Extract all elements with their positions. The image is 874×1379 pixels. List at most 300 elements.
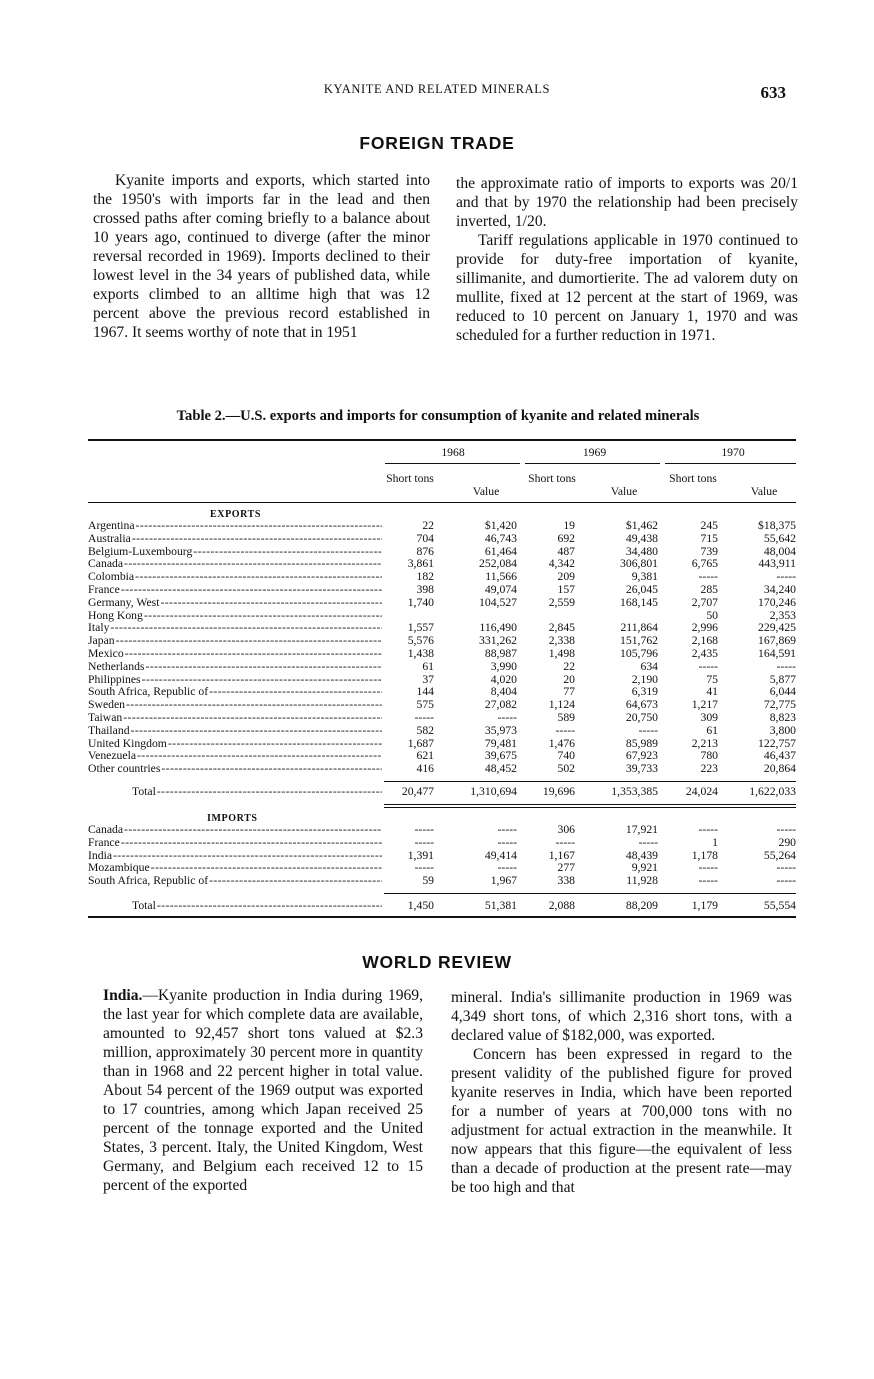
foreign-trade-heading: FOREIGN TRADE [359,133,515,153]
short-tons-cell: 2,559 [548,595,575,609]
short-tons-cell: 739 [700,544,718,558]
total-row [88,786,796,799]
leader-dots [131,725,382,737]
short-tons-cell: ----- [698,570,718,584]
country-name-text: France [88,836,120,849]
value-cell: 46,743 [484,531,517,545]
country-name [88,520,382,533]
value-cell: 164,591 [758,646,796,660]
short-tons-cell: 50 [706,608,718,622]
short-tons-cell: ----- [698,659,718,673]
value-cell: 3,800 [769,723,796,737]
leader-dots [116,635,382,647]
leader-dots [126,699,382,711]
short-tons-cell: 3,861 [407,557,434,571]
value-cell: 4,020 [490,672,517,686]
value-cell: $18,375 [758,519,796,532]
world-review-paragraph-1 [103,986,423,1195]
table-row [88,750,796,763]
value-cell: ----- [497,710,517,724]
short-tons-cell: 398 [416,582,434,596]
short-tons-cell: 1,179 [691,899,718,912]
world-review-paragraph-3: Concern has been expressed in regard to the present validity of the published figure for proved kyanite reserves in India, which have been reported for a number of years at 700,000 tons with no adjustment for actual extraction in the meanwhile. It now appears that this figure—the equivalent of less than a decade of production at the present rate—may be too high and that [451,1046,792,1196]
foreign-trade-right-column [456,174,798,345]
leader-dots [124,558,382,570]
country-name-text: France [88,583,120,596]
short-tons-cell: 20,477 [401,785,434,798]
value-cell: 49,414 [484,848,517,862]
country-name-text: Argentina [88,520,135,532]
country-name [88,622,382,635]
country-name [88,674,382,687]
value-cell: ----- [638,835,658,849]
table-row [88,686,796,699]
country-name [88,648,382,661]
country-name-text: Taiwan [88,711,123,724]
value-cell: 48,004 [763,544,796,558]
country-name-text: Colombia [88,571,135,584]
value-cell: 9,381 [631,570,658,584]
short-tons-cell: 1,687 [407,736,434,750]
total-label-text: Total [132,900,156,912]
value-cell: 3,990 [490,659,517,673]
short-tons-cell: 2,707 [691,595,718,609]
value-cell: 104,527 [479,595,517,609]
short-tons-cell: 75 [706,672,718,686]
value-cell: 34,480 [625,544,658,558]
country-name [88,661,382,674]
country-name [88,635,382,648]
short-tons-cell: 1,391 [407,848,434,862]
value-cell: 290 [778,835,796,849]
short-tons-cell: 2,168 [691,634,718,648]
value-cell: 306,801 [620,557,658,571]
value-cell: ----- [497,823,517,836]
short-tons-cell: ----- [414,861,434,875]
country-name-text: Hong Kong [88,609,143,622]
table-row [88,699,796,712]
leader-dots [135,571,382,583]
value-cell: ----- [497,861,517,875]
short-tons-cell: 1,557 [407,621,434,635]
value-cell: 64,673 [625,698,658,712]
table-row [88,648,796,661]
leader-dots [125,648,382,660]
value-cell: 35,973 [484,723,517,737]
value-cell: 252,084 [479,557,517,571]
value-cell: 55,554 [763,899,796,912]
value-cell: 229,425 [758,621,796,635]
country-name-text: Australia [88,532,131,545]
table-row [88,763,796,776]
value-cell: 48,439 [625,848,658,862]
country-name-text: Japan [88,635,115,648]
table-row [88,824,796,837]
leader-dots [123,712,382,724]
country-name [88,686,382,699]
country-name [88,824,382,837]
short-tons-cell: 61 [422,659,434,673]
country-name-text: Canada [88,558,124,571]
country-name [88,712,382,725]
short-tons-cell: 2,338 [548,634,575,648]
country-name-text: Other countries [88,763,161,776]
value-cell: 20,750 [625,710,658,724]
value-cell: 116,490 [479,621,517,635]
short-tons-cell: 22 [422,519,434,532]
value-cell: 2,353 [769,608,796,622]
exports-total-table [88,786,796,799]
table-row [88,850,796,863]
short-tons-cell: 416 [416,762,434,776]
short-tons-cell: 144 [416,685,434,699]
value-cell: ----- [497,835,517,849]
short-tons-cell: 285 [700,582,718,596]
leader-dots [132,533,382,545]
short-tons-cell: 2,088 [548,899,575,912]
year-rule-1969 [525,463,660,464]
value-cell: 26,045 [625,582,658,596]
foreign-trade-left-column [93,171,430,342]
short-tons-cell: 209 [557,570,575,584]
country-name [88,584,382,597]
value-cell: 20,864 [763,762,796,776]
value-cell: 11,928 [626,874,658,888]
short-tons-cell: 37 [422,672,434,686]
leader-dots [136,520,382,532]
foreign-trade-paragraph-2: the approximate ratio of imports to exports was 20/1 and that by 1970 the relationship had been precisely inverted, 1/20. [456,175,798,230]
value-cell: 170,246 [758,595,796,609]
short-tons-cell: 182 [416,570,434,584]
total-label [88,786,382,799]
short-tons-cell: 1,476 [548,736,575,750]
value-cell: 331,262 [479,634,517,648]
country-name-text: Belgium-Luxembourg [88,545,193,558]
table-row [88,837,796,850]
table-row [88,597,796,610]
short-tons-cell: ----- [555,835,575,849]
imports-group-label: IMPORTS [207,813,258,824]
value-cell: 6,044 [769,685,796,699]
year-header-1969: 1969 [582,446,607,459]
value-cell: 85,989 [625,736,658,750]
value-cell: 8,823 [769,710,796,724]
india-text: —Kyanite production in India during 1969, the last year for which complete data are available, amounted to 92,457 short tons valued at $2.3 million, approximately 30 percent more in quantity than in 1968 and 22 percent higher in total value. About 54 percent of the 1969 output was exported to 17 countries, among which Japan received 25 percent of the tonnage exported and the United States, 3 percent. Italy, the United Kingdom, West Germany, and Belgium each received 12 to 15 percent of the exported [103,987,423,1194]
short-tons-cell: 223 [700,762,718,776]
short-tons-cell: ----- [698,874,718,888]
leader-dots [113,850,382,862]
table-row [88,738,796,751]
leader-dots [168,738,382,750]
country-name-text: Germany, West [88,596,160,609]
country-name-text: South Africa, Republic of [88,686,209,699]
short-tons-cell: 1,167 [548,848,575,862]
foreign-trade-paragraph-3: Tariff regulations applicable in 1970 continued to provide for duty-free importation of kyanite, sillimanite, and dumortierite. The ad valorem duty on mullite, fixed at 12 percent at the start of 1969, was reduced to 10 percent on January 1, 1970 and was scheduled for a further reduction in 1971. [456,232,798,344]
short-tons-cell: 582 [416,723,434,737]
short-tons-cell: 876 [416,544,434,558]
table-row [88,622,796,635]
country-name [88,558,382,571]
short-tons-cell: 1,124 [548,698,575,712]
short-tons-cell: ----- [555,723,575,737]
value-cell: 168,145 [620,595,658,609]
short-tons-cell: ----- [698,823,718,836]
value-cell: 39,675 [484,749,517,763]
table-row [88,725,796,738]
value-cell: 48,452 [484,762,517,776]
table-row [88,661,796,674]
leader-dots [193,546,382,558]
country-name [88,571,382,584]
india-lead: India. [103,987,143,1004]
leader-dots [142,674,382,686]
short-tons-cell: 575 [416,698,434,712]
table-title: Table 2.—U.S. exports and imports for consumption of kyanite and related minerals [176,408,700,424]
value-cell: 79,481 [484,736,517,750]
short-tons-cell: 19 [563,519,575,532]
table-bottom-rule [88,916,796,918]
leader-dots [144,610,382,622]
world-review-left-column [103,986,423,1195]
value-cell: 11,566 [485,570,517,584]
table-row [88,571,796,584]
leader-dots [137,750,382,762]
short-tons-cell: 41 [706,685,718,699]
value-cell: 9,921 [631,861,658,875]
short-tons-cell: 77 [563,685,575,699]
table-row [88,610,796,623]
short-tons-cell: 309 [700,710,718,724]
short-tons-cell: 1 [712,835,718,849]
short-tons-cell: 692 [557,531,575,545]
short-tons-cell: 487 [557,544,575,558]
value-cell: 49,074 [484,582,517,596]
country-name-text: India [88,849,113,862]
table-row [88,862,796,875]
short-tons-cell: 306 [557,823,575,836]
value-cell: ----- [776,823,796,836]
short-tons-cell: 4,342 [548,557,575,571]
leader-dots [209,686,382,698]
short-tons-cell: 780 [700,749,718,763]
short-tons-cell: 1,498 [548,646,575,660]
table-row [88,712,796,725]
short-tons-cell: 2,435 [691,646,718,660]
country-name-text: Venezuela [88,750,137,763]
country-name-text: Canada [88,824,124,836]
country-name [88,610,382,623]
short-tons-cell: 19,696 [542,785,575,798]
col-short-tons-1969: Short tons [528,472,576,485]
short-tons-cell: 621 [416,749,434,763]
short-tons-cell: 2,213 [691,736,718,750]
country-name [88,875,382,888]
short-tons-cell: 157 [557,582,575,596]
value-cell: 39,733 [625,762,658,776]
short-tons-cell: ----- [414,710,434,724]
value-cell: 211,864 [620,621,658,635]
total-label-text: Total [132,786,156,798]
value-cell: $1,462 [625,519,658,532]
country-name [88,837,382,850]
leader-dots [121,584,382,596]
short-tons-cell: ----- [414,835,434,849]
exports-total-rule [384,781,796,782]
value-cell: 67,923 [625,749,658,763]
country-name-text: Mozambique [88,862,150,875]
value-cell: 6,319 [631,685,658,699]
table-row [88,520,796,533]
col-short-tons-1970: Short tons [669,472,717,485]
value-cell: 2,190 [631,672,658,686]
value-cell: 1,310,694 [470,785,517,798]
country-name-text: Thailand [88,724,130,737]
exports-table [88,520,796,776]
country-name-text: United Kingdom [88,737,167,750]
col-short-tons-1968: Short tons [386,472,434,485]
value-cell: 49,438 [625,531,658,545]
page-number: 633 [760,83,786,102]
value-cell: 55,642 [763,531,796,545]
value-cell: 634 [640,659,658,673]
country-name-text: Italy [88,622,110,635]
double-rule-1 [384,804,796,805]
value-cell: 1,622,033 [749,785,796,798]
value-cell: ----- [776,874,796,888]
leader-dots [157,786,382,798]
short-tons-cell: 2,996 [691,621,718,635]
value-cell: ----- [776,861,796,875]
short-tons-cell: 1,217 [691,698,718,712]
short-tons-cell: 1,740 [407,595,434,609]
table-row [88,584,796,597]
short-tons-cell: ----- [414,823,434,836]
world-review-right-column [451,988,792,1197]
table-top-rule [88,439,796,441]
value-cell: 17,921 [625,823,658,836]
short-tons-cell: 2,845 [548,621,575,635]
table-row [88,875,796,888]
short-tons-cell: ----- [698,861,718,875]
country-name [88,699,382,712]
country-name [88,738,382,751]
double-rule-2 [384,807,796,808]
leader-dots [121,837,382,849]
year-header-1968: 1968 [441,446,465,459]
short-tons-cell: 22 [563,659,575,673]
leader-dots [209,875,382,887]
total-label [88,900,382,913]
short-tons-cell: 1,178 [691,848,718,862]
short-tons-cell: 59 [422,874,434,888]
value-cell: 167,869 [758,634,796,648]
value-cell: 61,464 [484,544,517,558]
value-cell: 151,762 [620,634,658,648]
country-name-text: Netherlands [88,660,145,673]
leader-dots [157,900,382,912]
table-row [88,533,796,546]
table-row [88,558,796,571]
short-tons-cell: 5,576 [407,634,434,648]
imports-table [88,824,796,888]
running-head: KYANITE AND RELATED MINERALS [323,82,551,96]
value-cell: 72,775 [763,698,796,712]
short-tons-cell: 61 [706,723,718,737]
country-name-text: Philippines [88,673,141,686]
year-rule-1968 [385,463,520,464]
country-name-text: Mexico [88,647,124,660]
value-cell: 55,264 [763,848,796,862]
country-name-text: South Africa, Republic of [88,875,209,888]
value-cell: 46,437 [763,749,796,763]
country-name [88,850,382,863]
value-cell: 105,796 [620,646,658,660]
value-cell: 8,404 [490,685,517,699]
value-cell: 51,381 [484,899,517,912]
imports-total-rule [384,893,796,894]
value-cell: 443,911 [758,557,796,571]
value-cell: 122,757 [758,736,796,750]
world-review-heading: WORLD REVIEW [362,952,512,972]
value-cell: 88,987 [484,646,517,660]
value-cell: ----- [638,723,658,737]
table-row [88,674,796,687]
short-tons-cell: 338 [557,874,575,888]
leader-dots [145,661,382,673]
world-review-paragraph-2: mineral. India's sillimanite production in 1969 was 4,349 short tons, of which 2,316 short tons, with a declared value of $182,000, was exported. [451,989,792,1044]
leader-dots [151,862,382,874]
value-cell: 5,877 [769,672,796,686]
value-cell: 34,240 [763,582,796,596]
country-name [88,546,382,559]
short-tons-cell: 6,765 [691,557,718,571]
short-tons-cell: 589 [557,710,575,724]
country-name [88,862,382,875]
value-cell: 27,082 [484,698,517,712]
table-row [88,635,796,648]
col-value-1970: Value [750,485,778,498]
imports-total-table [88,900,796,913]
total-row [88,900,796,913]
leader-dots [110,622,382,634]
value-cell: ----- [776,570,796,584]
exports-group-label: EXPORTS [210,509,262,520]
short-tons-cell: 24,024 [685,785,718,798]
short-tons-cell: 715 [700,531,718,545]
country-name [88,725,382,738]
leader-dots [124,824,382,836]
year-rule-1970 [665,463,796,464]
foreign-trade-paragraph-1: Kyanite imports and exports, which started into the 1950's with imports far in the lead and then crossed paths after coming briefly to a balance about 10 years ago, continued to diverge (after the minor reversal recorded in 1969). Imports declined to their lowest level in the 34 years of published data, while exports climbed to an alltime high that was 12 percent above the previous record established in 1967. It seems worthy of note that in 1951 [93,172,430,341]
country-name-text: Sweden [88,699,126,712]
short-tons-cell: 1,450 [407,899,434,912]
value-cell: 1,967 [490,874,517,888]
country-name [88,533,382,546]
short-tons-cell: 740 [557,749,575,763]
short-tons-cell: 277 [557,861,575,875]
table-row [88,546,796,559]
short-tons-cell: 245 [700,519,718,532]
leader-dots [161,763,382,775]
value-cell: 1,353,385 [611,785,658,798]
short-tons-cell: 1,438 [407,646,434,660]
col-value-1968: Value [472,485,500,498]
short-tons-cell: 704 [416,531,434,545]
country-name [88,750,382,763]
value-cell: $1,420 [484,519,517,532]
year-header-1970: 1970 [721,446,745,459]
country-name [88,763,382,776]
